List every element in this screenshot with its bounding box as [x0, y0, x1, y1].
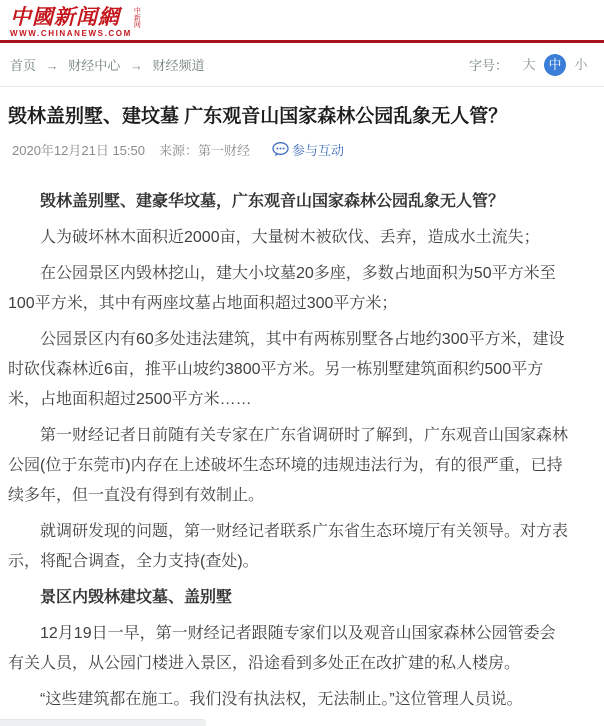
article-source: 来源：第一财经 — [158, 143, 250, 158]
font-size-medium-button[interactable]: 中 — [544, 54, 566, 76]
publish-date: 2020年12月21日 15:50 — [12, 143, 145, 158]
article-paragraph: 12月19日一早，第一财经记者跟随专家们以及观音山国家森林公园管委会有关人员，从公园门楼进入景区，沿途看到多处正在改扩建的私人楼房。 — [8, 625, 556, 672]
article-paragraph: “这些建筑都在施工。我们没有执法权，无法制止。”这位管理人员说。 — [40, 691, 523, 708]
breadcrumb-separator: → — [45, 58, 59, 73]
article-paragraph: 公园景区内有60多处违法建筑，其中有两栋别墅各占地约300平方米，建设时砍伐森林近6亩，推平山坡约3800平方米。另一栋别墅建筑面积约500平方米，占地面积超过2500平方米…… — [8, 331, 565, 408]
breadcrumb-bar — [0, 43, 604, 87]
article-paragraph: 人为破坏林木面积近2000亩，大量树木被砍伐、丢弃，造成水土流失； — [40, 229, 540, 246]
partial-tooltip-bar — [0, 719, 206, 726]
article-paragraph: 在公园景区内毁林挖山，建大小坟墓20多座，多数占地面积为50平方米至100平方米，其中有两座坟墓占地面积超过300平方米； — [8, 265, 556, 312]
logo-wordmark: 中國新闻網 — [10, 5, 120, 29]
interact-label: 参与互动 — [292, 143, 345, 158]
font-size-label: 字号： — [468, 58, 508, 73]
article-subheading: 毁林盖别墅、建豪华坟墓，广东观音山国家森林公园乱象无人管？ — [40, 193, 505, 210]
site-header — [0, 0, 604, 40]
article-body — [0, 187, 604, 715]
site-logo[interactable] — [10, 6, 143, 38]
breadcrumb-finance-channel[interactable]: 财经频道 — [152, 58, 205, 73]
breadcrumb-finance-center[interactable]: 财经中心 — [68, 58, 121, 73]
breadcrumb — [10, 55, 205, 74]
font-size-widget — [469, 54, 592, 76]
logo-seal-text: 中新网 — [133, 8, 141, 29]
font-size-small-button[interactable]: 小 — [574, 56, 588, 72]
article-meta — [12, 140, 594, 159]
article-subheading: 景区内毁林建坟墓、盖别墅 — [40, 589, 233, 606]
breadcrumb-home[interactable]: 首页 — [10, 58, 37, 73]
article-title: 毁林盖别墅、建坟墓 广东观音山国家森林公园乱象无人管？ — [8, 106, 508, 127]
article-paragraph: 第一财经记者日前随有关专家在广东省调研时了解到，广东观音山国家森林公园(位于东莞市)内存在上述破坏生态环境的违规违法行为，有的很严重，已持续多年，但一直没有得到有效制止。 — [8, 427, 569, 504]
logo-url-text: WWW.CHINANEWS.COM — [10, 29, 132, 38]
comment-bubble-icon — [272, 142, 292, 157]
font-size-large-button[interactable]: 大 — [522, 56, 536, 72]
article-paragraph: 就调研发现的问题，第一财经记者联系广东省生态环境厅有关领导。对方表示，将配合调查，全力支持(查处)。 — [8, 523, 569, 570]
interact-link[interactable] — [272, 140, 344, 159]
breadcrumb-separator: → — [129, 58, 143, 73]
